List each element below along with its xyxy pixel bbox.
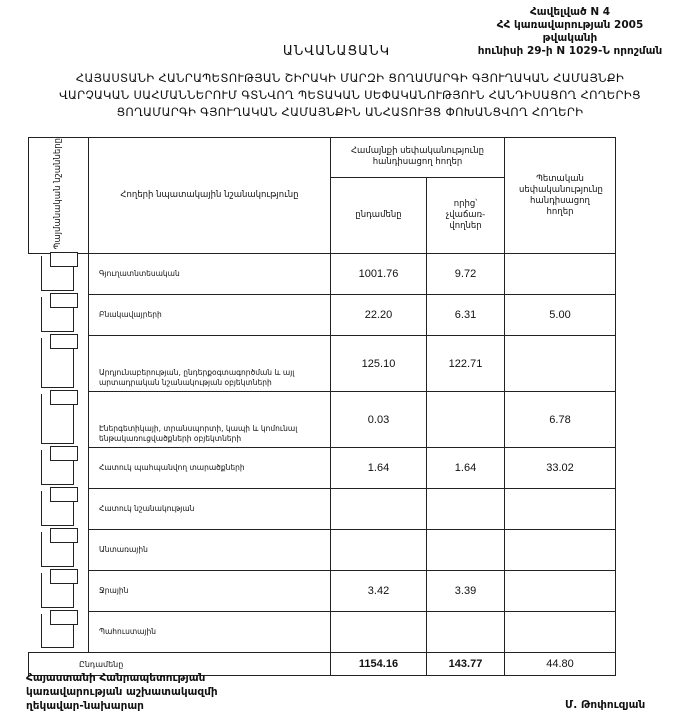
table-row — [29, 612, 616, 653]
sign-cell — [29, 392, 89, 448]
land-category-name: Արդյունաբերության, ընդերքօգտագործման և այլ արտադրական նշանակության օբյեկտների — [89, 336, 331, 392]
table-row — [29, 489, 616, 530]
signature-position-line: կառավարության աշխատակազմի — [26, 686, 218, 698]
total-community-value: 1154.16 — [331, 653, 427, 676]
community-total-value: 1001.76 — [331, 254, 427, 295]
state-owned-value — [505, 530, 616, 571]
land-category-name: Անտառային — [89, 530, 331, 571]
land-category-name: Հատուկ նշանակության — [89, 489, 331, 530]
approval-line: հունիսի 29-ի N 1029-Ն որոշման — [477, 45, 663, 57]
map-sign-frame — [41, 450, 75, 485]
header-land-category: Հողերի նպատակային նշանակությունը — [89, 138, 331, 254]
signatory-name: Մ. Թոփուզյան — [565, 699, 646, 711]
non-alienable-value: 122.71 — [427, 336, 505, 392]
community-total-value: 1.64 — [331, 448, 427, 489]
subtitle-line: ՎԱՐՉԱԿԱՆ ՍԱՀՄԱՆՆԵՐՈՒՄ ԳՏՆՎՈՂ ՊԵՏԱԿԱՆ ՍԵՓԱԿԱՆՈՒԹՅՈՒՆ ՀԱՆԴԻՍԱՑՈՂ ՀՈՂԵՐԻՑ — [59, 88, 641, 102]
sign-cell — [29, 254, 89, 295]
total-label: Ընդամենը — [29, 653, 331, 676]
map-sign-frame — [41, 297, 75, 332]
state-owned-value — [505, 336, 616, 392]
sign-cell — [29, 336, 89, 392]
state-owned-value — [505, 254, 616, 295]
sign-cell — [29, 489, 89, 530]
community-total-value: 3.42 — [331, 571, 427, 612]
state-owned-value: 33.02 — [505, 448, 616, 489]
land-category-name: Պահուստային — [89, 612, 331, 653]
sign-cell — [29, 448, 89, 489]
document-title: ԱՆՎԱՆԱՑԱՆԿ — [282, 44, 391, 59]
non-alienable-value — [427, 612, 505, 653]
header-total: ընդամենը — [331, 177, 427, 254]
table-row — [29, 254, 616, 295]
table-row — [29, 336, 616, 392]
map-sign-box-icon — [50, 528, 78, 543]
non-alienable-value — [427, 392, 505, 448]
map-sign-frame — [41, 394, 75, 444]
land-category-name: Գյուղատնտեսական — [89, 254, 331, 295]
approval-line: ՀՀ կառավարության 2005 թվականի — [496, 19, 644, 44]
total-state-owned-value: 44.80 — [505, 653, 616, 676]
map-sign-frame — [41, 491, 75, 526]
header-state-owned: Պետական սեփականությունը հանդիսացող հողեր — [505, 138, 616, 254]
header-non-alienable: որից՝ չվաճառ-վողներ — [427, 177, 505, 254]
non-alienable-value: 3.39 — [427, 571, 505, 612]
state-owned-value: 6.78 — [505, 392, 616, 448]
signature-position — [26, 671, 218, 713]
sign-cell — [29, 571, 89, 612]
subtitle-line: ՀԱՅԱՍՏԱՆԻ ՀԱՆՐԱՊԵՏՈՒԹՅԱՆ ՇԻՐԱԿԻ ՄԱՐԶԻ ՑՈՂԱՄԱՐԳԻ ԳՅՈՒՂԱԿԱՆ ՀԱՄԱՅՆՔԻ — [75, 71, 625, 85]
map-sign-box-icon — [50, 569, 78, 584]
table-row — [29, 571, 616, 612]
land-category-name: Էներգետիկայի, տրանսպորտի, կապի և կոմունալ ենթակառուցվածքների օբյեկտների — [89, 392, 331, 448]
map-sign-box-icon — [50, 487, 78, 502]
approval-line: Հավելված N 4 — [529, 6, 611, 18]
non-alienable-value — [427, 530, 505, 571]
map-sign-box-icon — [50, 334, 78, 349]
table-row — [29, 392, 616, 448]
sign-cell — [29, 612, 89, 653]
state-owned-value — [505, 571, 616, 612]
table-row — [29, 530, 616, 571]
land-category-name: Ջրային — [89, 571, 331, 612]
land-category-name: Բնակավայրերի — [89, 295, 331, 336]
table-row — [29, 448, 616, 489]
community-total-value — [331, 530, 427, 571]
map-sign-box-icon — [50, 610, 78, 625]
non-alienable-value: 6.31 — [427, 295, 505, 336]
community-total-value: 125.10 — [331, 336, 427, 392]
map-sign-frame — [41, 338, 75, 388]
state-owned-value — [505, 612, 616, 653]
document-subtitle — [30, 70, 670, 121]
map-sign-box-icon — [50, 390, 78, 405]
map-sign-frame — [41, 256, 75, 291]
state-owned-value: 5.00 — [505, 295, 616, 336]
land-table — [28, 137, 616, 676]
community-total-value — [331, 489, 427, 530]
non-alienable-value — [427, 489, 505, 530]
map-sign-frame — [41, 614, 75, 649]
subtitle-line: ՑՈՂԱՄԱՐԳԻ ԳՅՈՒՂԱԿԱՆ ՀԱՄԱՅՆՔԻՆ ԱՆՀԱՏՈՒՅՑ ՓՈԽԱՆՑՎՈՂ ՀՈՂԵՐԻ — [116, 105, 584, 119]
signature-position-line: ղեկավար-նախարար — [26, 700, 144, 712]
land-category-name: Հատուկ պահպանվող տարածքների — [89, 448, 331, 489]
signature-position-line: Հայաստանի Հանրապետության — [26, 672, 206, 684]
map-sign-box-icon — [50, 293, 78, 308]
sign-cell — [29, 530, 89, 571]
community-total-value: 0.03 — [331, 392, 427, 448]
header-community-owned: Համայնքի սեփականությունը հանդիսացող հողեր — [331, 138, 505, 178]
non-alienable-value: 1.64 — [427, 448, 505, 489]
map-sign-frame — [41, 573, 75, 608]
map-sign-box-icon — [50, 446, 78, 461]
map-sign-frame — [41, 532, 75, 567]
map-sign-box-icon — [50, 252, 78, 267]
header-conventional-sign: Պայմանական նշանները — [29, 138, 89, 254]
sign-cell — [29, 295, 89, 336]
total-non-alienable-value: 143.77 — [427, 653, 505, 676]
non-alienable-value: 9.72 — [427, 254, 505, 295]
community-total-value — [331, 612, 427, 653]
state-owned-value — [505, 489, 616, 530]
table-row — [29, 295, 616, 336]
community-total-value: 22.20 — [331, 295, 427, 336]
